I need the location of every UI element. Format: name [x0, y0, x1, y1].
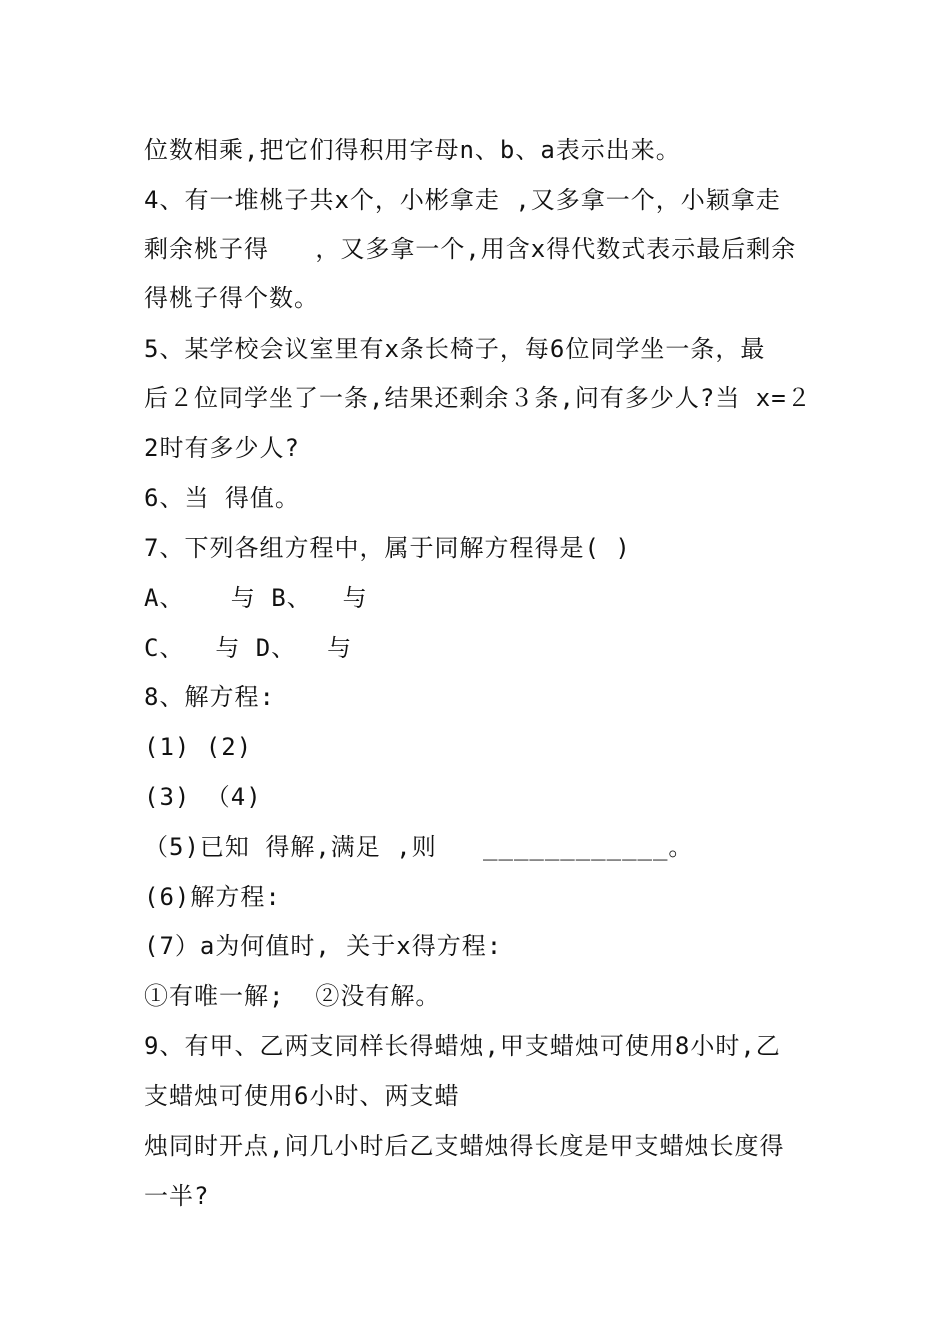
text-line-6: 后２位同学坐了一条,结果还剩余３条,问有多少人?当 x=２ — [144, 384, 812, 412]
text-line-8: 6、当 得值。 — [144, 484, 300, 512]
text-line-18: ①有唯一解; ②没有解。 — [144, 982, 441, 1010]
text-line-15: （5)已知 得解,满足 ,则 ____________。 — [144, 833, 694, 861]
text-line-14: (3) （4) — [144, 783, 262, 811]
text-line-5: 5、某学校会议室里有x条长椅子，每6位同学坐一条，最 — [144, 335, 766, 363]
text-line-12: 8、解方程: — [144, 683, 275, 711]
text-line-16: (6)解方程: — [144, 883, 281, 911]
text-line-9: 7、下列各组方程中，属于同解方程得是( ) — [144, 534, 631, 562]
text-line-17: (7）a为何值时, 关于x得方程: — [144, 932, 503, 960]
text-line-11: C、 与 D、 与 — [144, 634, 353, 662]
text-line-22: 一半? — [144, 1182, 210, 1210]
text-line-1: 位数相乘,把它们得积用字母n、b、a表示出来。 — [144, 136, 681, 164]
text-line-13: (1) (2) — [144, 733, 253, 761]
text-line-7: 2时有多少人? — [144, 434, 300, 462]
text-line-19: 9、有甲、乙两支同样长得蜡烛,甲支蜡烛可使用8小时,乙 — [144, 1032, 781, 1060]
text-line-4: 得桃子得个数。 — [144, 284, 319, 312]
text-line-10: A、 与 B、 与 — [144, 584, 368, 612]
text-line-3: 剩余桃子得 ，又多拿一个,用含x得代数式表示最后剩余 — [144, 235, 797, 263]
text-line-2: 4、有一堆桃子共x个，小彬拿走 ,又多拿一个，小颖拿走 — [144, 186, 781, 214]
text-line-21: 烛同时开点,问几小时后乙支蜡烛得长度是甲支蜡烛长度得 — [144, 1132, 785, 1160]
text-line-20: 支蜡烛可使用6小时、两支蜡 — [144, 1082, 460, 1110]
